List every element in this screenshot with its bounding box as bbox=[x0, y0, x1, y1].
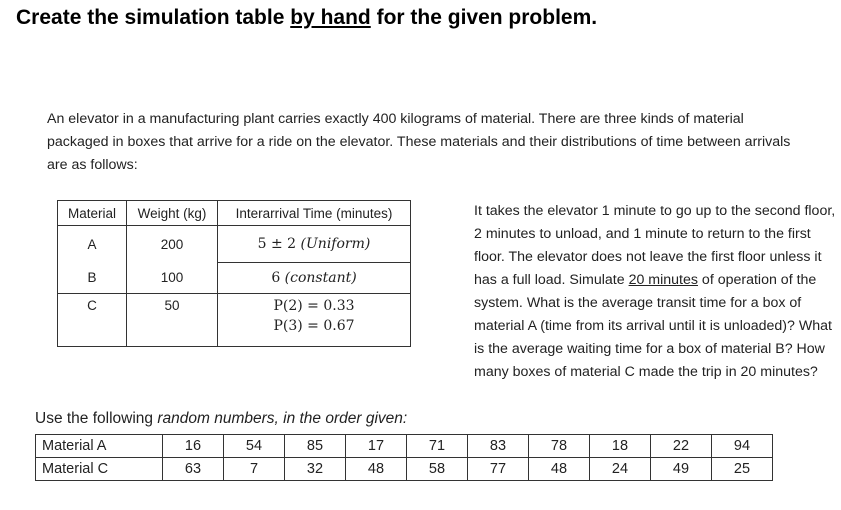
interarrival-note: (constant) bbox=[284, 270, 357, 286]
materials-table bbox=[57, 200, 411, 347]
material-row bbox=[58, 263, 411, 294]
random-cell: 22 bbox=[651, 435, 712, 458]
page-title bbox=[16, 6, 597, 30]
interarrival-cell bbox=[218, 226, 411, 263]
details-emphasis: 20 minutes bbox=[628, 272, 698, 288]
random-row-label: Material A bbox=[36, 435, 163, 458]
random-row bbox=[36, 458, 773, 481]
random-cell: 49 bbox=[651, 458, 712, 481]
random-cell: 48 bbox=[346, 458, 407, 481]
material-cell: A bbox=[58, 226, 127, 263]
random-cell: 71 bbox=[407, 435, 468, 458]
material-row bbox=[58, 294, 411, 347]
random-cell: 78 bbox=[529, 435, 590, 458]
random-cell: 18 bbox=[590, 435, 651, 458]
random-numbers-caption bbox=[35, 410, 407, 428]
header-interarrival: Interarrival Time (minutes) bbox=[218, 201, 411, 226]
random-cell: 94 bbox=[712, 435, 773, 458]
interarrival-value: 5 ± 2 bbox=[257, 236, 301, 252]
random-cell: 16 bbox=[163, 435, 224, 458]
caption-emphasis: random numbers, in the order given: bbox=[157, 410, 408, 427]
interarrival-cell bbox=[218, 294, 411, 347]
material-cell: C bbox=[58, 294, 127, 347]
random-numbers-table bbox=[35, 434, 773, 481]
random-cell: 7 bbox=[224, 458, 285, 481]
random-cell: 54 bbox=[224, 435, 285, 458]
weight-cell: 200 bbox=[127, 226, 218, 263]
header-material: Material bbox=[58, 201, 127, 226]
random-cell: 77 bbox=[468, 458, 529, 481]
details-text-end: of operation of the system. What is the average transit time for a box of material A (time from its arrival until it is unloaded)? What is the average waiting time for a box of material B? How many boxes of material C made the trip in 20 minutes? bbox=[474, 272, 832, 380]
interarrival-value: 6 bbox=[271, 270, 285, 286]
random-cell: 83 bbox=[468, 435, 529, 458]
random-cell: 48 bbox=[529, 458, 590, 481]
weight-cell: 100 bbox=[127, 263, 218, 294]
title-text-end: for the given problem. bbox=[370, 6, 598, 29]
interarrival-note: (Uniform) bbox=[300, 236, 371, 252]
random-cell: 17 bbox=[346, 435, 407, 458]
title-emphasis: by hand bbox=[290, 6, 371, 29]
material-cell: B bbox=[58, 263, 127, 294]
random-cell: 25 bbox=[712, 458, 773, 481]
material-row bbox=[58, 226, 411, 263]
random-cell: 32 bbox=[285, 458, 346, 481]
interarrival-prob-2: P(3) = 0.67 bbox=[273, 318, 355, 334]
random-cell: 58 bbox=[407, 458, 468, 481]
random-cell: 24 bbox=[590, 458, 651, 481]
materials-header-row bbox=[58, 201, 411, 226]
random-cell: 85 bbox=[285, 435, 346, 458]
details-text: It takes the elevator 1 minute to go up to the second floor, 2 minutes to unload, and 1 minute to return to the first floor. The elevator does not leave the first floor unless it has a full load. Simulate bbox=[474, 203, 836, 288]
interarrival-prob-1: P(2) = 0.33 bbox=[273, 298, 355, 314]
interarrival-cell bbox=[218, 263, 411, 294]
header-weight: Weight (kg) bbox=[127, 201, 218, 226]
weight-cell: 50 bbox=[127, 294, 218, 347]
random-cell: 63 bbox=[163, 458, 224, 481]
title-text: Create the simulation table bbox=[16, 6, 291, 29]
problem-details bbox=[474, 200, 840, 384]
problem-intro: An elevator in a manufacturing plant carries exactly 400 kilograms of material. There are three kinds of material packaged in boxes that arrive for a ride on the elevator. These materials and their distributions of time between arrivals are as follows: bbox=[47, 111, 791, 173]
random-row-label: Material C bbox=[36, 458, 163, 481]
random-row bbox=[36, 435, 773, 458]
caption-text: Use the following bbox=[35, 410, 158, 427]
